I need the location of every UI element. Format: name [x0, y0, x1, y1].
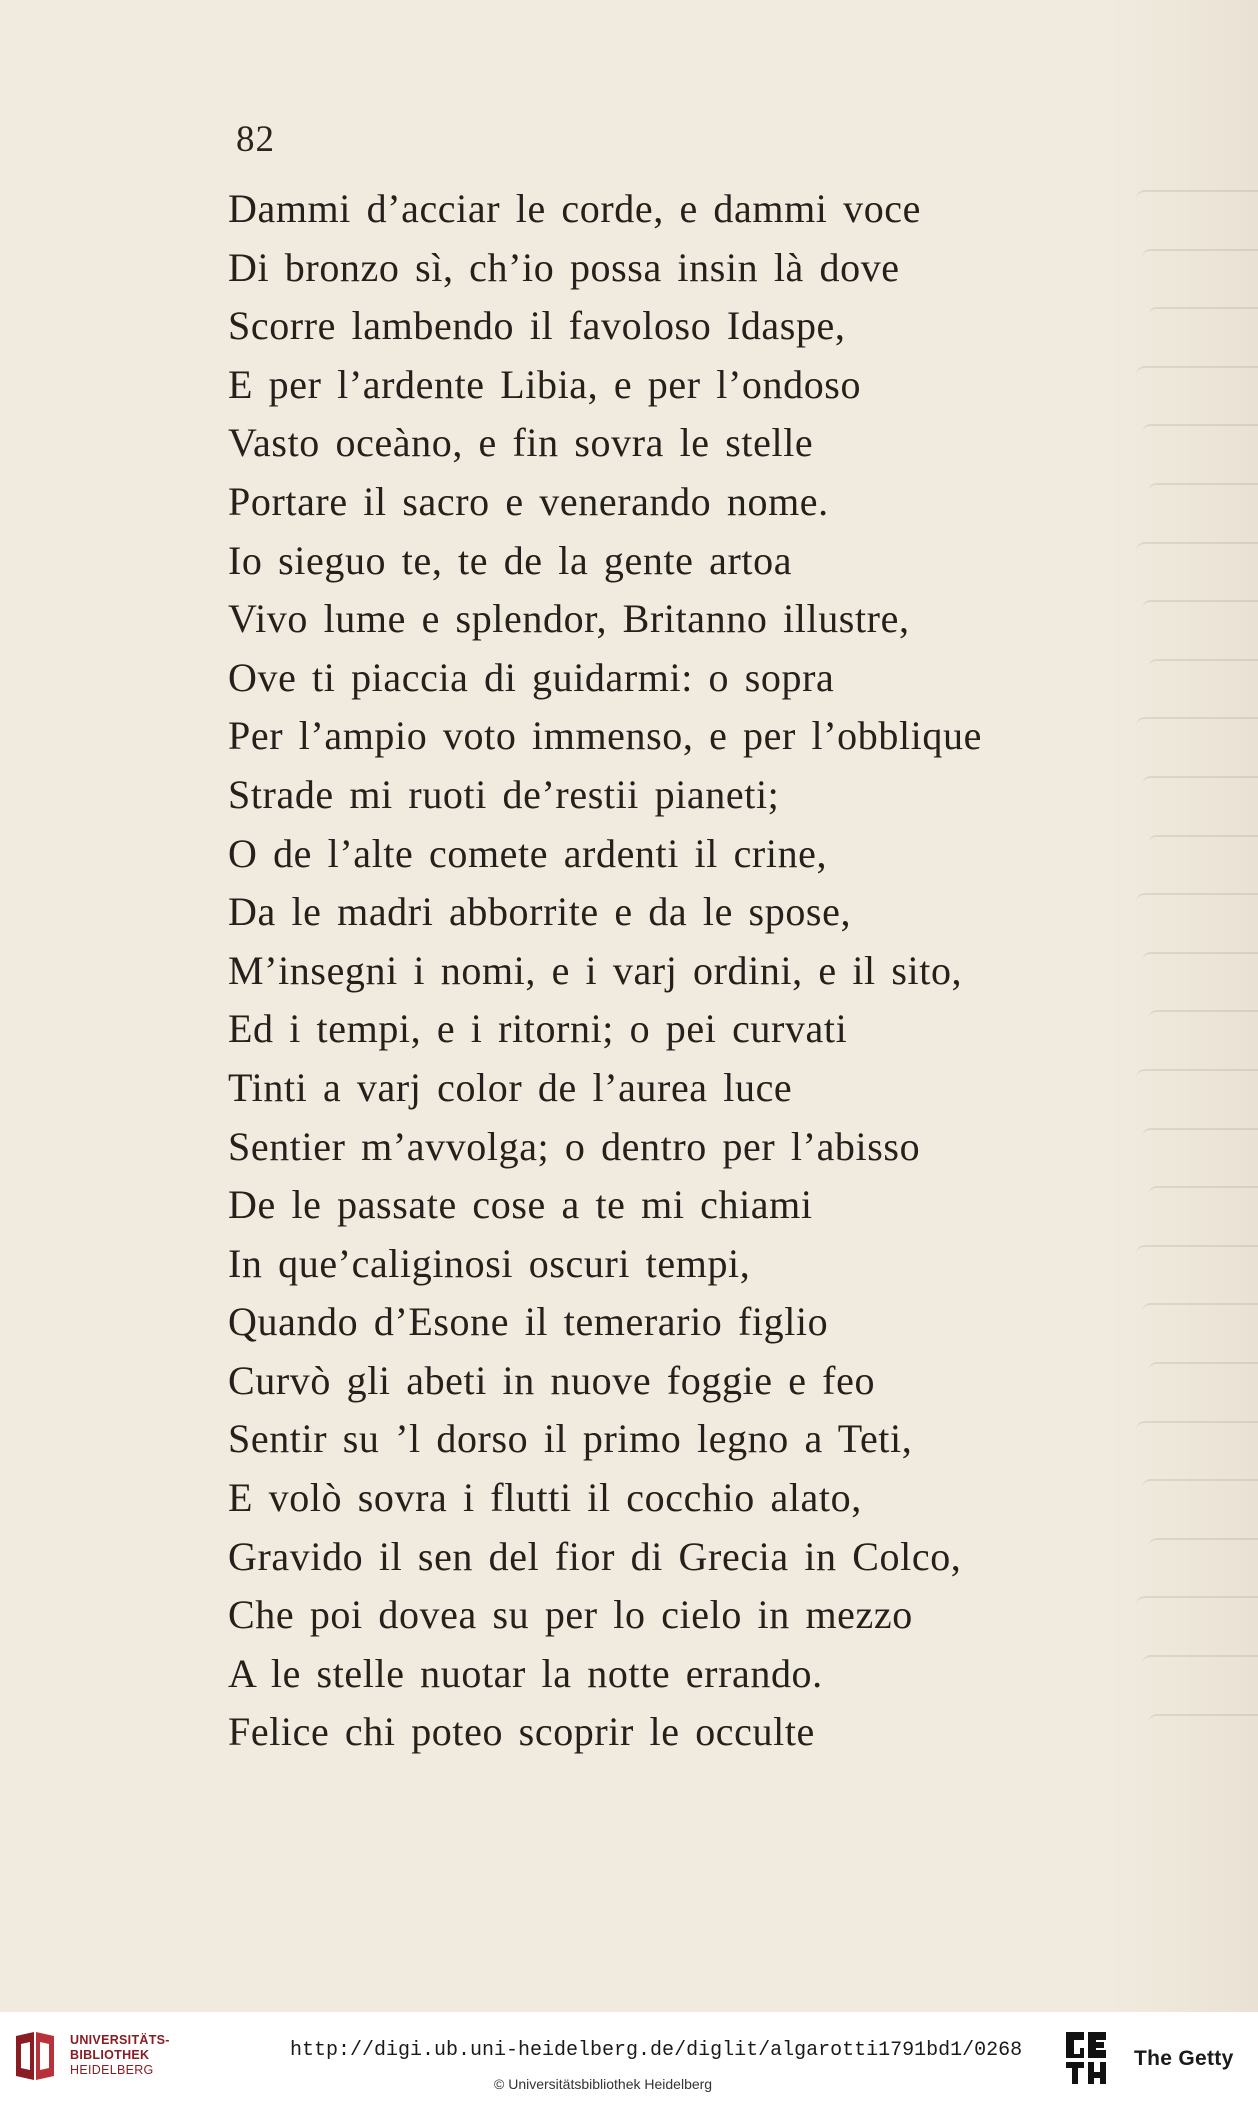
copyright-notice: © Universitätsbibliothek Heidelberg	[494, 2076, 713, 2092]
show-through-stroke	[1136, 1596, 1258, 1616]
show-through-stroke	[1148, 1186, 1258, 1206]
verse-line: Per l’ampio voto immenso, e per l’obblique	[228, 713, 982, 759]
permalink-url[interactable]: http://digi.ub.uni-heidelberg.de/diglit/algarotti1791bd1/0268	[290, 2039, 1023, 2062]
verse-line: Curvò gli abeti in nuove foggie e feo	[228, 1357, 876, 1403]
show-through-stroke	[1142, 776, 1258, 796]
show-through-stroke	[1142, 1128, 1258, 1148]
verse-line: Strade mi ruoti de’restii pianeti;	[228, 771, 780, 817]
show-through-stroke	[1136, 542, 1258, 562]
show-through-stroke	[1136, 366, 1258, 386]
verse-line: Vasto oceàno, e fin sovra le stelle	[228, 420, 814, 466]
show-through-stroke	[1142, 249, 1258, 269]
verse-line: Sentier m’avvolga; o dentro per l’abisso	[228, 1123, 921, 1169]
viewer-footer	[0, 2012, 1258, 2103]
show-through-stroke	[1142, 1303, 1258, 1323]
show-through-stroke	[1148, 1538, 1258, 1558]
getty-label: The Getty	[1134, 2047, 1234, 2070]
show-through-stroke	[1142, 424, 1258, 444]
verse-line: In que’caliginosi oscuri tempi,	[228, 1240, 751, 1286]
show-through-text	[1118, 180, 1258, 1780]
university-library-name	[70, 2033, 170, 2078]
verse-line: Gravido il sen del fior di Grecia in Colco,	[228, 1533, 962, 1579]
verse-line: O de l’alte comete ardenti il crine,	[228, 830, 828, 876]
show-through-stroke	[1136, 1069, 1258, 1089]
show-through-stroke	[1148, 483, 1258, 503]
verse-line: Felice chi poteo scoprir le occulte	[228, 1709, 815, 1755]
getty-logo-icon	[1060, 2028, 1112, 2088]
verse-line: Ove ti piaccia di guidarmi: o sopra	[228, 654, 835, 700]
show-through-stroke	[1148, 1010, 1258, 1030]
show-through-stroke	[1136, 1421, 1258, 1441]
verse-line: Scorre lambendo il favoloso Idaspe,	[228, 303, 846, 349]
verse-line: A le stelle nuotar la notte errando.	[228, 1650, 823, 1696]
verse-line: Da le madri abborrite e da le spose,	[228, 889, 852, 935]
verse-line: Io sieguo te, te de la gente artoa	[228, 537, 793, 583]
verse-line: Quando d’Esone il temerario figlio	[228, 1299, 829, 1345]
show-through-stroke	[1142, 600, 1258, 620]
show-through-stroke	[1148, 1362, 1258, 1382]
verse-line: E per l’ardente Libia, e per l’ondoso	[228, 361, 862, 407]
show-through-stroke	[1142, 1479, 1258, 1499]
verse-line: Dammi d’acciar le corde, e dammi voce	[228, 186, 922, 231]
verse-line: Sentir su ’l dorso il primo legno a Teti,	[228, 1416, 913, 1462]
verse-line: De le passate cose a te mi chiami	[228, 1182, 813, 1228]
show-through-stroke	[1136, 717, 1258, 737]
show-through-stroke	[1148, 835, 1258, 855]
verse-line: M’insegni i nomi, e i varj ordini, e il sito,	[228, 947, 963, 993]
verse-line: Vivo lume e splendor, Britanno illustre,	[228, 596, 910, 642]
show-through-stroke	[1148, 307, 1258, 327]
show-through-stroke	[1136, 893, 1258, 913]
library-name-line-3: HEIDELBERG	[70, 2063, 154, 2077]
library-name-line-2: BIBLIOTHEK	[70, 2048, 150, 2062]
verse-line: E volò sovra i flutti il cocchio alato,	[228, 1475, 862, 1521]
verse-line: Portare il sacro e venerando nome.	[228, 478, 829, 524]
show-through-stroke	[1136, 1245, 1258, 1265]
show-through-stroke	[1148, 1714, 1258, 1734]
poem-text	[228, 180, 982, 1762]
show-through-stroke	[1142, 952, 1258, 972]
verse-line: Che poi dovea su per lo cielo in mezzo	[228, 1592, 913, 1638]
university-library-logo-icon	[12, 2030, 58, 2082]
page-number: 82	[236, 119, 275, 160]
library-name-line-1: UNIVERSITÄTS-	[70, 2033, 170, 2047]
show-through-stroke	[1136, 190, 1258, 210]
verse-line: Di bronzo sì, ch’io possa insin là dove	[228, 244, 900, 290]
verse-line: Ed i tempi, e i ritorni; o pei curvati	[228, 1006, 848, 1052]
show-through-stroke	[1142, 1655, 1258, 1675]
verse-line: Tinti a varj color de l’aurea luce	[228, 1064, 793, 1110]
show-through-stroke	[1148, 659, 1258, 679]
